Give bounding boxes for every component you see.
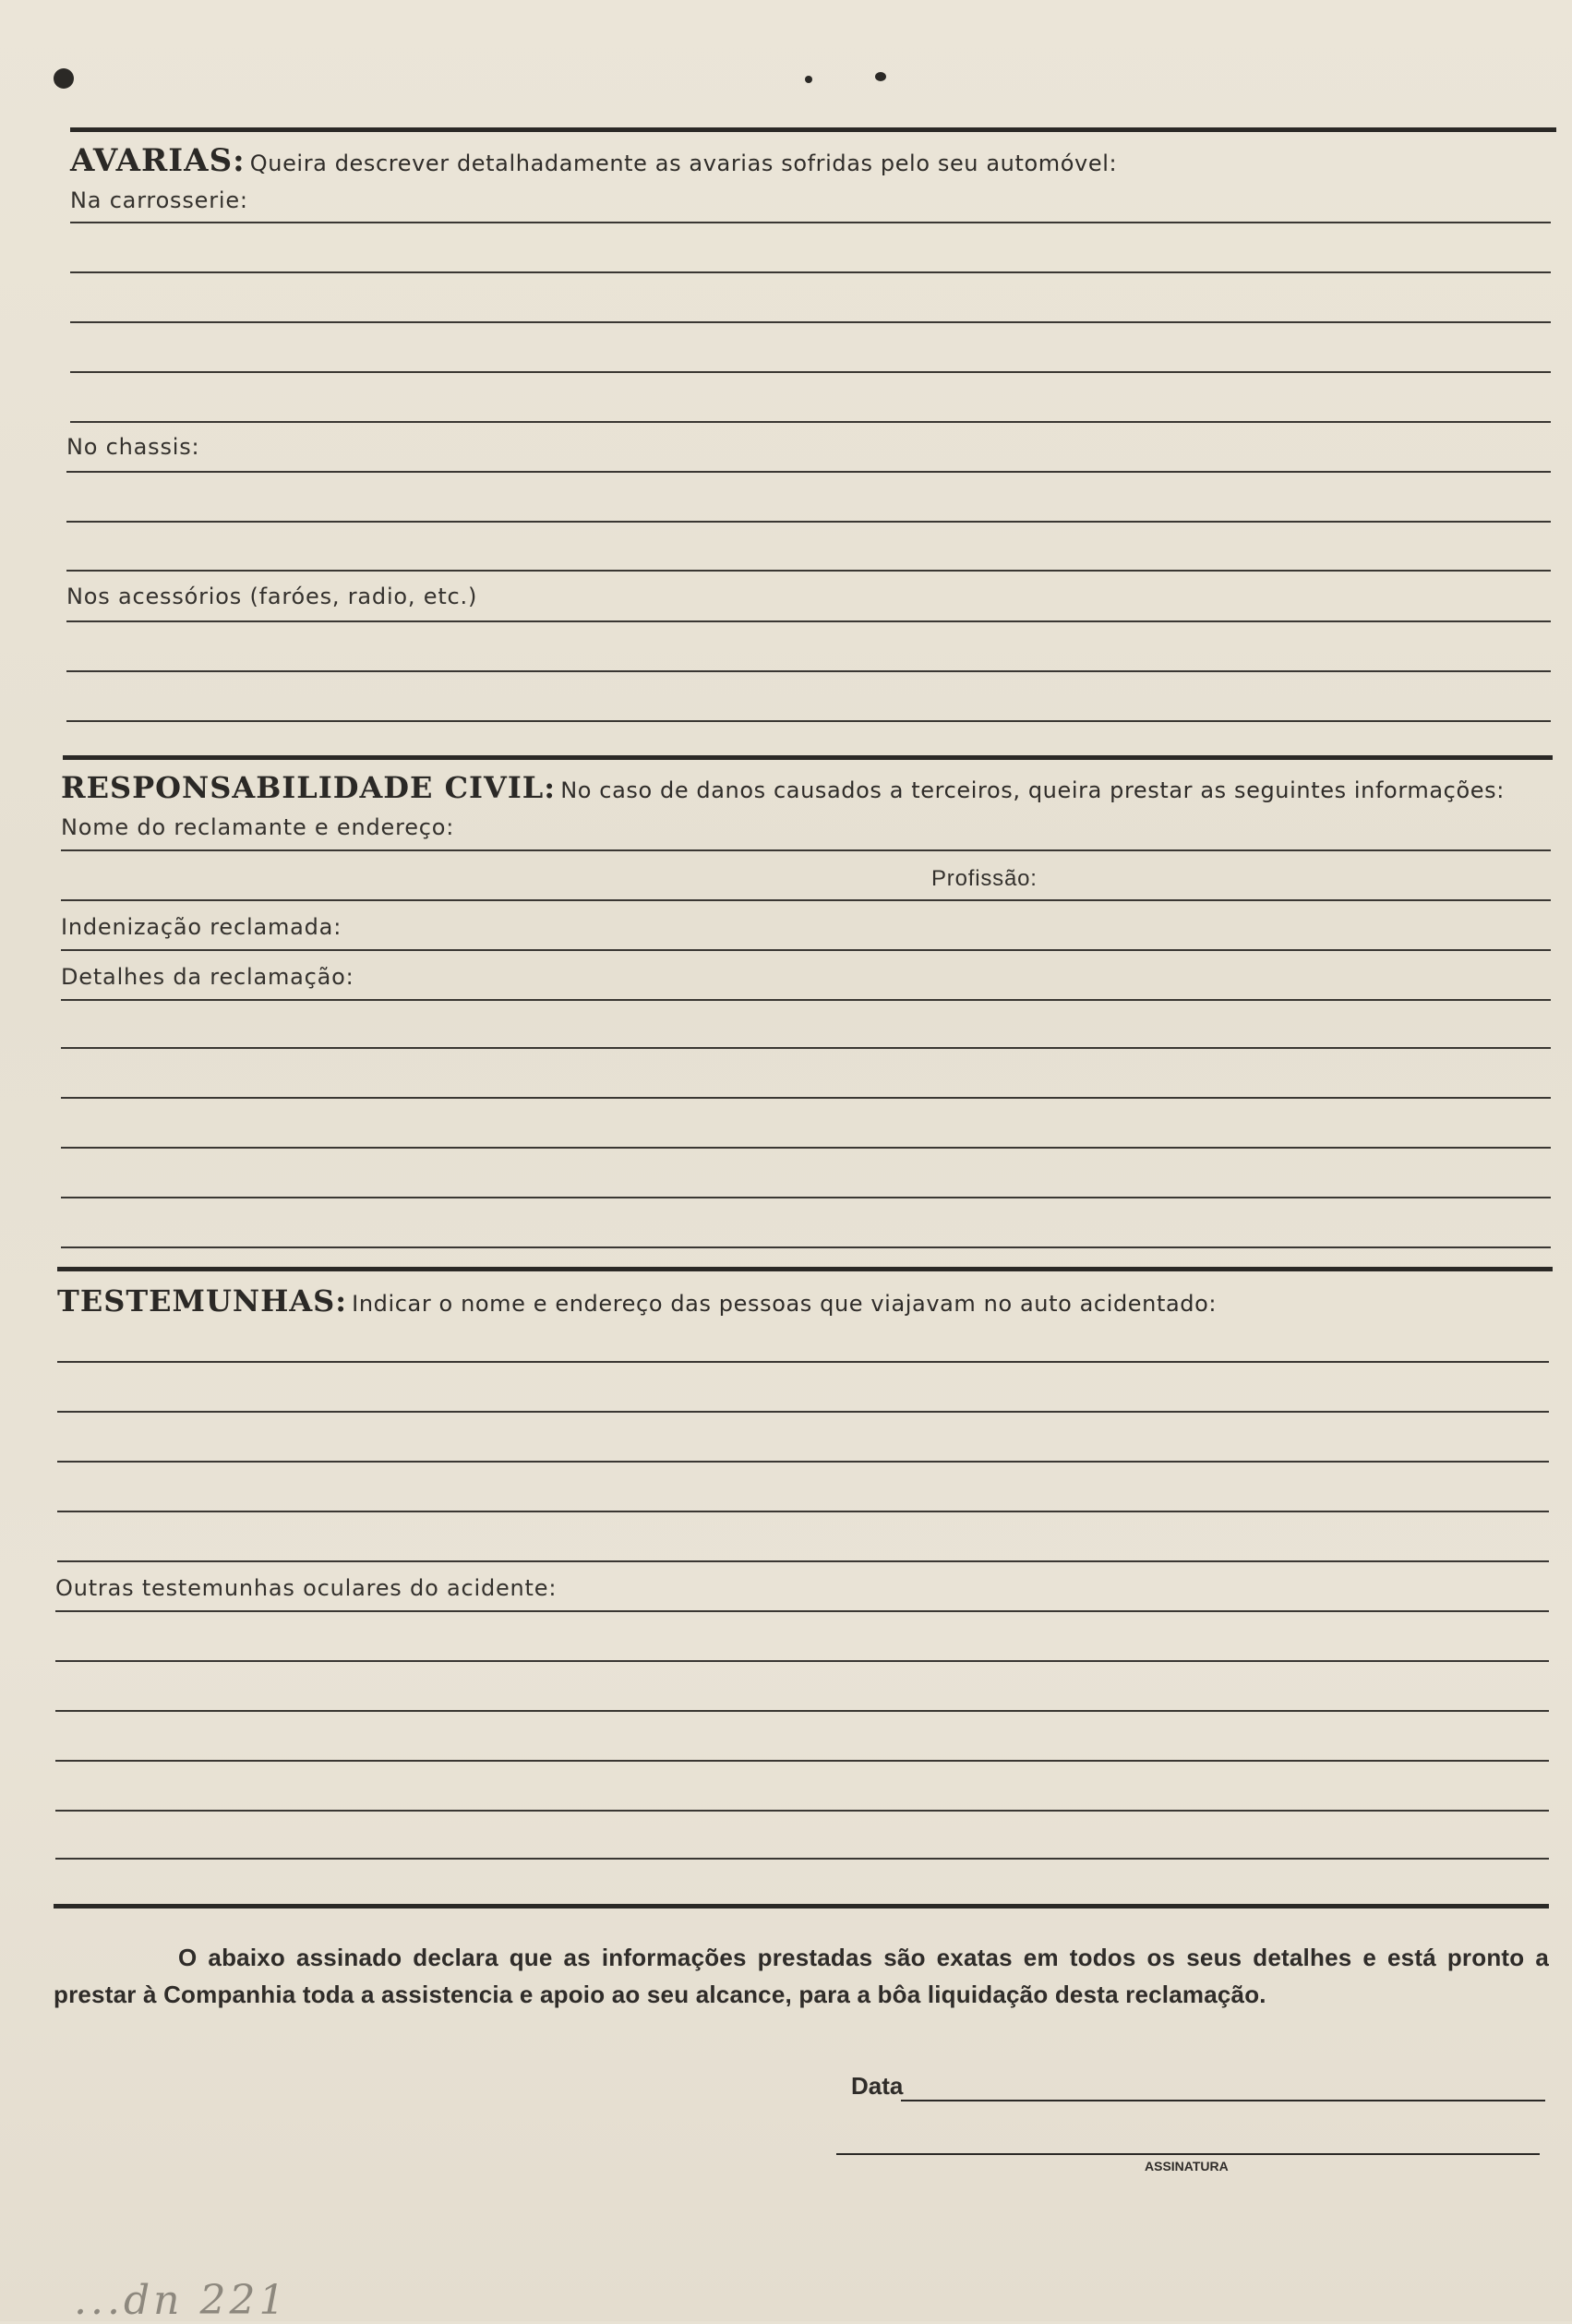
fill-line — [66, 570, 1551, 572]
fill-line — [70, 321, 1551, 323]
date-row — [851, 2072, 1545, 2109]
section-rule — [70, 127, 1556, 132]
fill-line — [61, 1047, 1551, 1049]
fill-line — [55, 1760, 1549, 1762]
fill-line — [66, 620, 1551, 622]
fill-line — [55, 1710, 1549, 1712]
fill-line — [55, 1858, 1549, 1860]
fill-line — [70, 222, 1551, 223]
fill-line — [61, 999, 1551, 1001]
declaration-text: O abaixo assinado declara que as informações prestadas são exatas em todos os seus detalhes e está pronto a prestar à Companhia toda a assistencia e apoio ao seu alcance, para a bôa liquidação desta reclamação. — [54, 1944, 1549, 2008]
fill-line — [61, 949, 1551, 951]
fill-line — [70, 371, 1551, 373]
testemunhas-intro: Indicar o nome e endereço das pessoas que viajavam no auto acidentado: — [352, 1291, 1218, 1317]
section-rule — [57, 1267, 1553, 1271]
fill-line — [61, 1147, 1551, 1149]
testemunhas-heading-row — [57, 1283, 1217, 1319]
carrosserie-label: Na carrosserie: — [70, 187, 248, 213]
responsabilidade-intro: No caso de danos causados a terceiros, queira prestar as seguintes informações: — [560, 777, 1505, 803]
avarias-heading-row — [70, 142, 1117, 179]
detalhes-label: Detalhes da reclamação: — [61, 964, 354, 990]
fill-line — [70, 271, 1551, 273]
fill-line — [61, 1197, 1551, 1198]
acessorios-label: Nos acessórios (faróes, radio, etc.) — [66, 584, 478, 609]
section-rule — [63, 755, 1553, 760]
fill-line — [57, 1461, 1549, 1463]
fill-line — [66, 471, 1551, 473]
outras-testemunhas-label: Outras testemunhas oculares do acidente: — [55, 1575, 558, 1601]
punch-hole-mark — [875, 72, 886, 81]
indenizacao-label: Indenização reclamada: — [61, 914, 342, 940]
fill-line — [57, 1511, 1549, 1512]
punch-hole-mark — [54, 68, 74, 89]
testemunhas-heading: TESTEMUNHAS: — [57, 1283, 348, 1319]
fill-line — [61, 899, 1551, 901]
fill-line — [55, 1660, 1549, 1662]
signature-line[interactable] — [836, 2153, 1540, 2155]
pencil-annotation: ...dn 221 — [74, 2277, 289, 2324]
responsabilidade-heading: RESPONSABILIDADE CIVIL: — [61, 770, 557, 805]
avarias-intro: Queira descrever detalhadamente as avarias sofridas pelo seu automóvel: — [249, 151, 1118, 176]
fill-line — [61, 1097, 1551, 1099]
fill-line — [70, 421, 1551, 423]
chassis-label: No chassis: — [66, 434, 200, 460]
fill-line — [57, 1361, 1549, 1363]
nome-reclamante-label: Nome do reclamante e endereço: — [61, 814, 455, 840]
fill-line — [66, 670, 1551, 672]
fill-line — [61, 1246, 1551, 1248]
avarias-heading: AVARIAS: — [70, 142, 246, 179]
fill-line — [61, 849, 1551, 851]
date-line[interactable] — [901, 2100, 1545, 2101]
fill-line — [66, 521, 1551, 523]
signature-caption: ASSINATURA — [1145, 2159, 1229, 2173]
fill-line — [55, 1810, 1549, 1812]
fill-line — [66, 720, 1551, 722]
fill-line — [57, 1411, 1549, 1413]
fill-line — [57, 1560, 1549, 1562]
punch-hole-mark — [805, 76, 812, 83]
fill-line — [55, 1610, 1549, 1612]
profissao-label: Profissão: — [931, 866, 1038, 891]
responsabilidade-heading-row — [61, 770, 1505, 805]
date-label: Data — [851, 2072, 904, 2100]
section-rule — [54, 1904, 1549, 1909]
